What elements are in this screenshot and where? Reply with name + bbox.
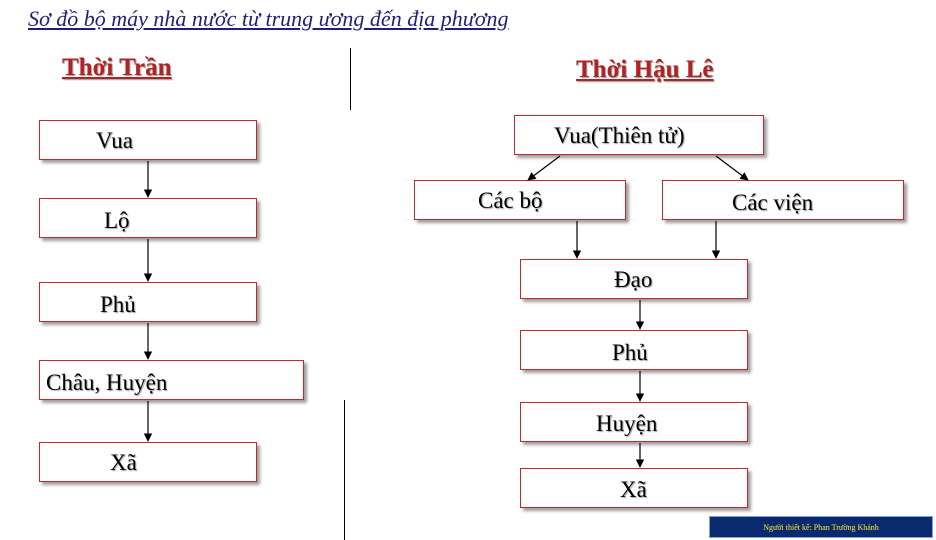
arrow-king-cac-bo: [528, 156, 560, 180]
designer-credit: Người thiết kế: Phan Trường Khánh: [709, 516, 933, 538]
tran-label-vua: Vua: [96, 128, 133, 153]
tran-heading: Thời Trần: [62, 54, 172, 81]
hau-le-heading: Thời Hậu Lê: [576, 56, 714, 83]
tran-label-xa: Xã: [110, 450, 137, 475]
hau-le-label-huyen: Huyện: [596, 411, 658, 436]
hau-le-label-cac-vien: Các viện: [732, 190, 814, 215]
hau-le-label-dao: Đạo: [614, 267, 653, 292]
tran-label-chau-huyen: Châu, Huyện: [46, 370, 168, 395]
hau-le-label-phu: Phủ: [612, 340, 648, 365]
arrow-king-cac-vien: [716, 156, 748, 180]
hau-le-label-cac-bo: Các bộ: [478, 188, 543, 213]
hau-le-label-xa: Xã: [620, 477, 647, 502]
tran-label-lo: Lộ: [104, 208, 130, 233]
hau-le-label-king: Vua(Thiên tử): [554, 123, 685, 148]
tran-label-phu: Phủ: [100, 292, 136, 317]
page-title: Sơ đồ bộ máy nhà nước từ trung ương đến địa phương: [28, 6, 509, 31]
